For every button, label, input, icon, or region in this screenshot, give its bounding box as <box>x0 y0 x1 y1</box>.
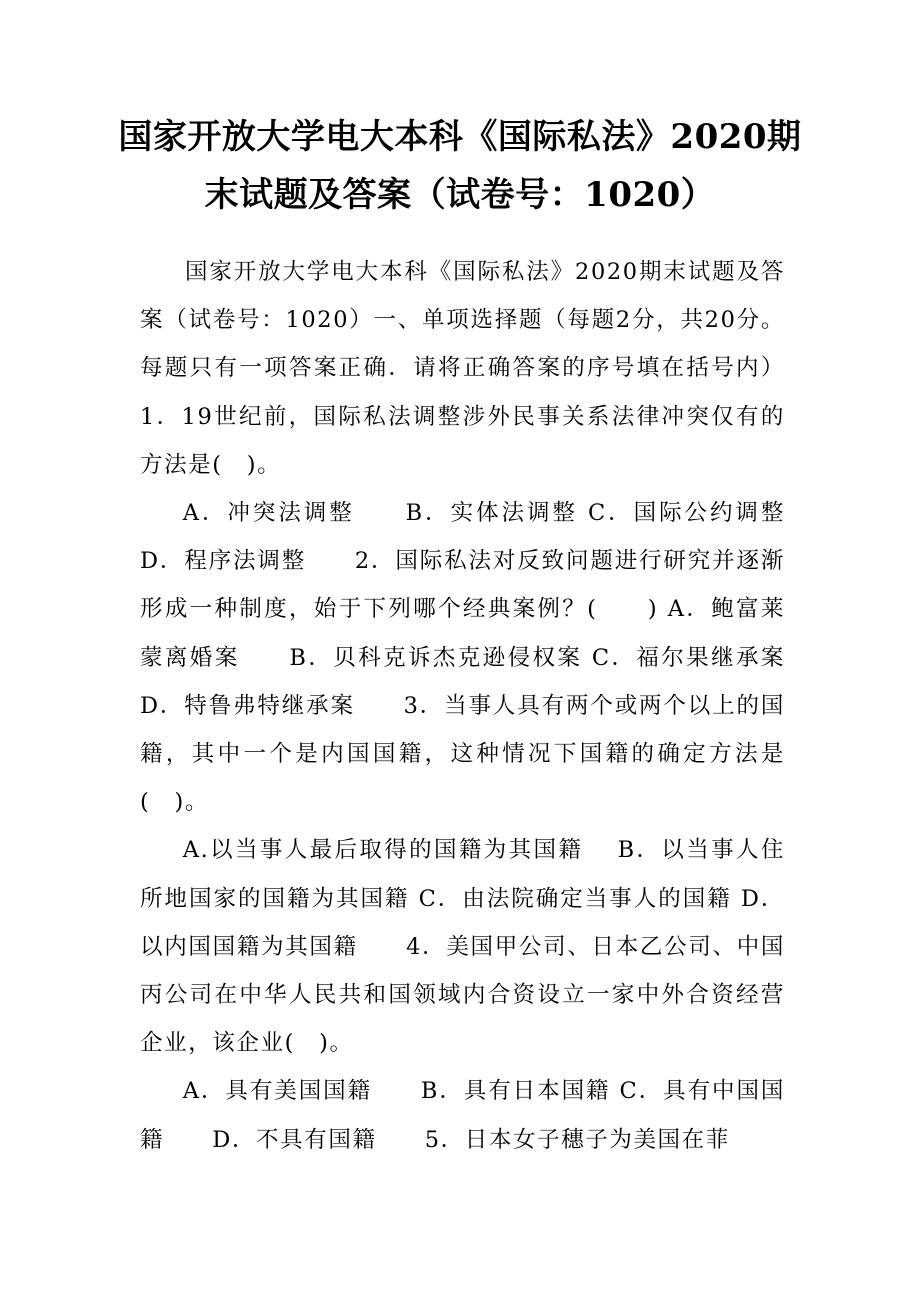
paragraph-q4-options: A．具有美国国籍 B．具有日本国籍 C．具有中国国籍 D．不具有国籍 5．日本女子穗子为美国在菲 <box>140 1078 785 1153</box>
paragraph-intro: 国家开放大学电大本科《国际私法》2020期末试题及答案（试卷号：1020）一、单项选择题（每题2分，共20分。每题只有一项答案正确．请将正确答案的序号填在括号内）1．19世纪前，国际私法调整涉外民事关系法律冲突仅有的方法是( )。 <box>140 259 785 478</box>
title-line-1: 国家开放大学电大本科《国际私法》2020期 <box>118 117 802 157</box>
paragraph-q1-options: A．冲突法调整 B．实体法调整 C．国际公约调整 D．程序法调整 2．国际私法对反致问题进行研究并逐渐形成一种制度，始于下列哪个经典案例？( ) A．鲍富莱蒙离婚案 B．贝科克诉杰克逊侵权案 C．福尔果继承案 D．特鲁弗特继承案 3．当事人具有两个或两个以上的国籍，其中一个是内国国籍，这种情况下国籍的确定方法是( )。 <box>140 500 834 816</box>
paragraph-q3-options: A.以当事人最后取得的国籍为其国籍 B．以当事人住所地国家的国籍为其国籍 C．由法院确定当事人的国籍 D．以内国国籍为其国籍 4．美国甲公司、日本乙公司、中国丙公司在中华人民共和国领域内合资设立一家中外合资经营企业，该企业( )。 <box>140 837 785 1057</box>
document-body <box>140 248 834 1164</box>
title-line-2: 末试题及答案（试卷号：1020） <box>204 175 716 215</box>
document-title <box>110 108 810 224</box>
